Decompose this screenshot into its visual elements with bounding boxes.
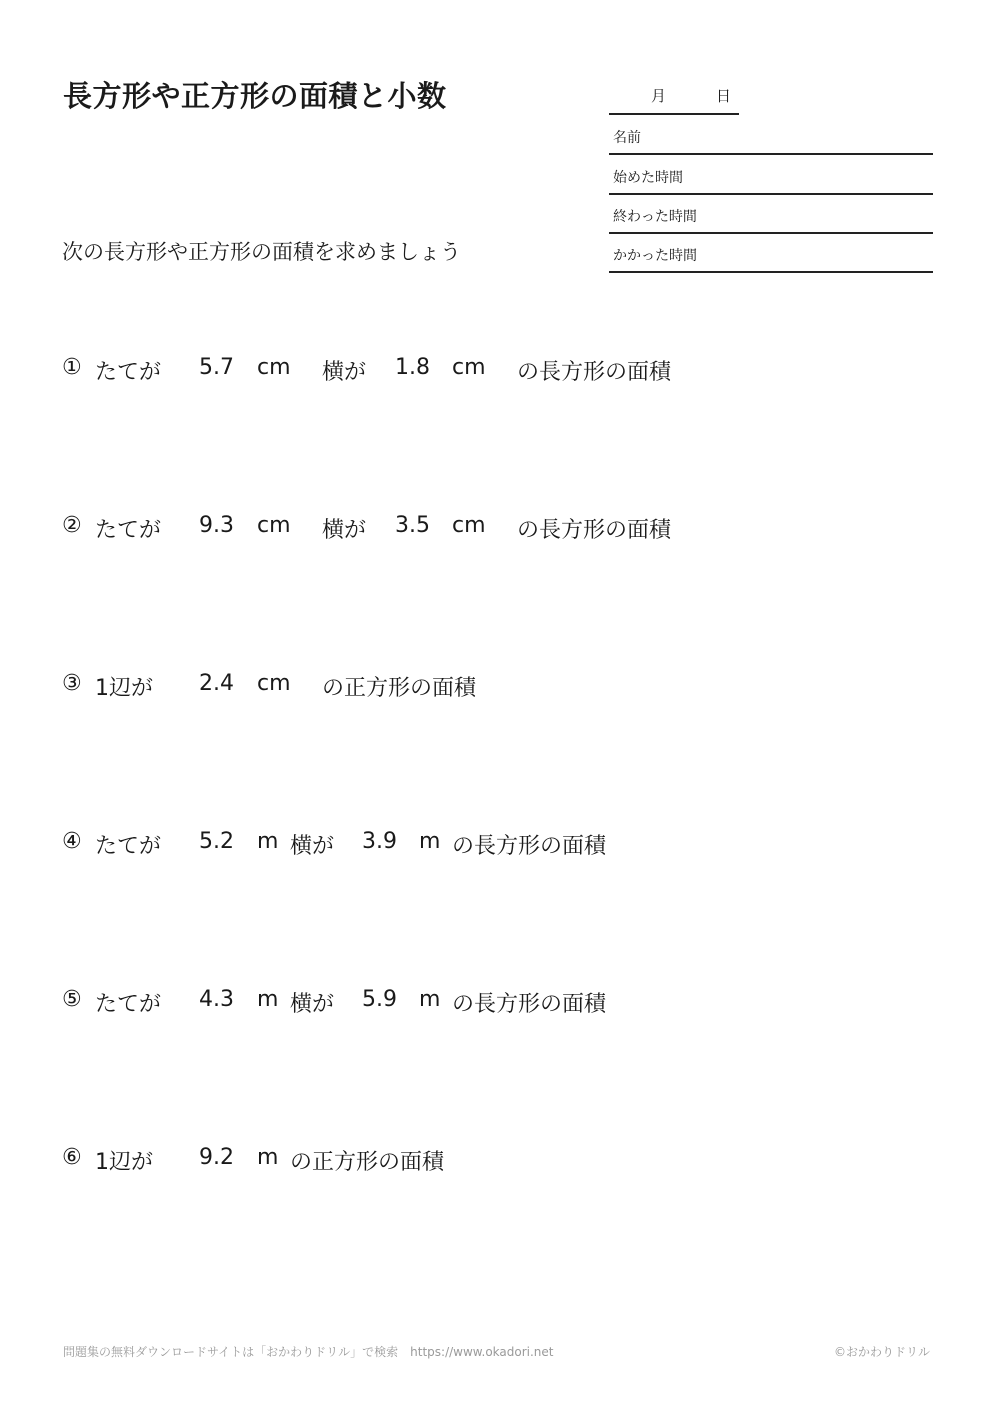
elapsed-time-label: かかった時間 [613, 248, 697, 264]
month-label: 月 [651, 87, 667, 105]
question-number: ⑥ [62, 1145, 82, 1170]
question-number: ⑤ [62, 987, 82, 1012]
value-1: 9.3 [199, 513, 234, 538]
value-2: 3.5 [395, 513, 430, 538]
value-1: 9.2 [199, 1145, 234, 1170]
value-1: 2.4 [199, 671, 234, 696]
day-label: 日 [716, 87, 732, 105]
question-number: ③ [62, 671, 82, 696]
question-number: ① [62, 355, 82, 380]
unit-1: m [257, 987, 279, 1012]
question-tail: の長方形の面積 [452, 992, 607, 1017]
name-field[interactable] [609, 115, 933, 155]
start-time-field[interactable] [609, 155, 933, 195]
question-lead: たてが [95, 518, 162, 543]
elapsed-time-field[interactable] [609, 233, 933, 273]
unit-2: m [419, 829, 441, 854]
value-2: 3.9 [362, 829, 397, 854]
unit-1: cm [257, 671, 291, 696]
question-number: ④ [62, 829, 82, 854]
end-time-label: 終わった時間 [613, 209, 697, 225]
question-tail: の長方形の面積 [517, 518, 672, 543]
unit-1: cm [257, 355, 291, 380]
question-tail: の正方形の面積 [290, 1150, 445, 1175]
question-tail: の長方形の面積 [452, 834, 607, 859]
question-mid: 横が [290, 834, 335, 859]
question-number: ② [62, 513, 82, 538]
footer-copyright: ©おかわりドリル [833, 1345, 930, 1359]
end-time-field[interactable] [609, 194, 933, 234]
value-1: 5.2 [199, 829, 234, 854]
question-lead: たてが [95, 992, 162, 1017]
unit-2: m [419, 987, 441, 1012]
question-lead: たてが [95, 360, 162, 385]
question-mid: 横が [322, 518, 367, 543]
value-2: 1.8 [395, 355, 430, 380]
question-lead: 1辺が [95, 676, 153, 701]
value-1: 5.7 [199, 355, 234, 380]
unit-2: cm [452, 355, 486, 380]
question-tail: の正方形の面積 [322, 676, 477, 701]
unit-1: m [257, 1145, 279, 1170]
unit-1: cm [257, 513, 291, 538]
unit-1: m [257, 829, 279, 854]
start-time-label: 始めた時間 [613, 170, 683, 186]
name-label: 名前 [613, 130, 641, 146]
question-mid: 横が [322, 360, 367, 385]
worksheet-title: 長方形や正方形の面積と小数 [63, 79, 447, 113]
footer-site-note: 問題集の無料ダウンロードサイトは「おかわりドリル」で検索 https://www.okadori.net [63, 1345, 554, 1359]
question-tail: の長方形の面積 [517, 360, 672, 385]
instruction-text: 次の長方形や正方形の面積を求めましょう [62, 240, 461, 264]
value-2: 5.9 [362, 987, 397, 1012]
question-lead: たてが [95, 834, 162, 859]
value-1: 4.3 [199, 987, 234, 1012]
unit-2: cm [452, 513, 486, 538]
question-mid: 横が [290, 992, 335, 1017]
date-field[interactable] [609, 82, 739, 115]
question-lead: 1辺が [95, 1150, 153, 1175]
